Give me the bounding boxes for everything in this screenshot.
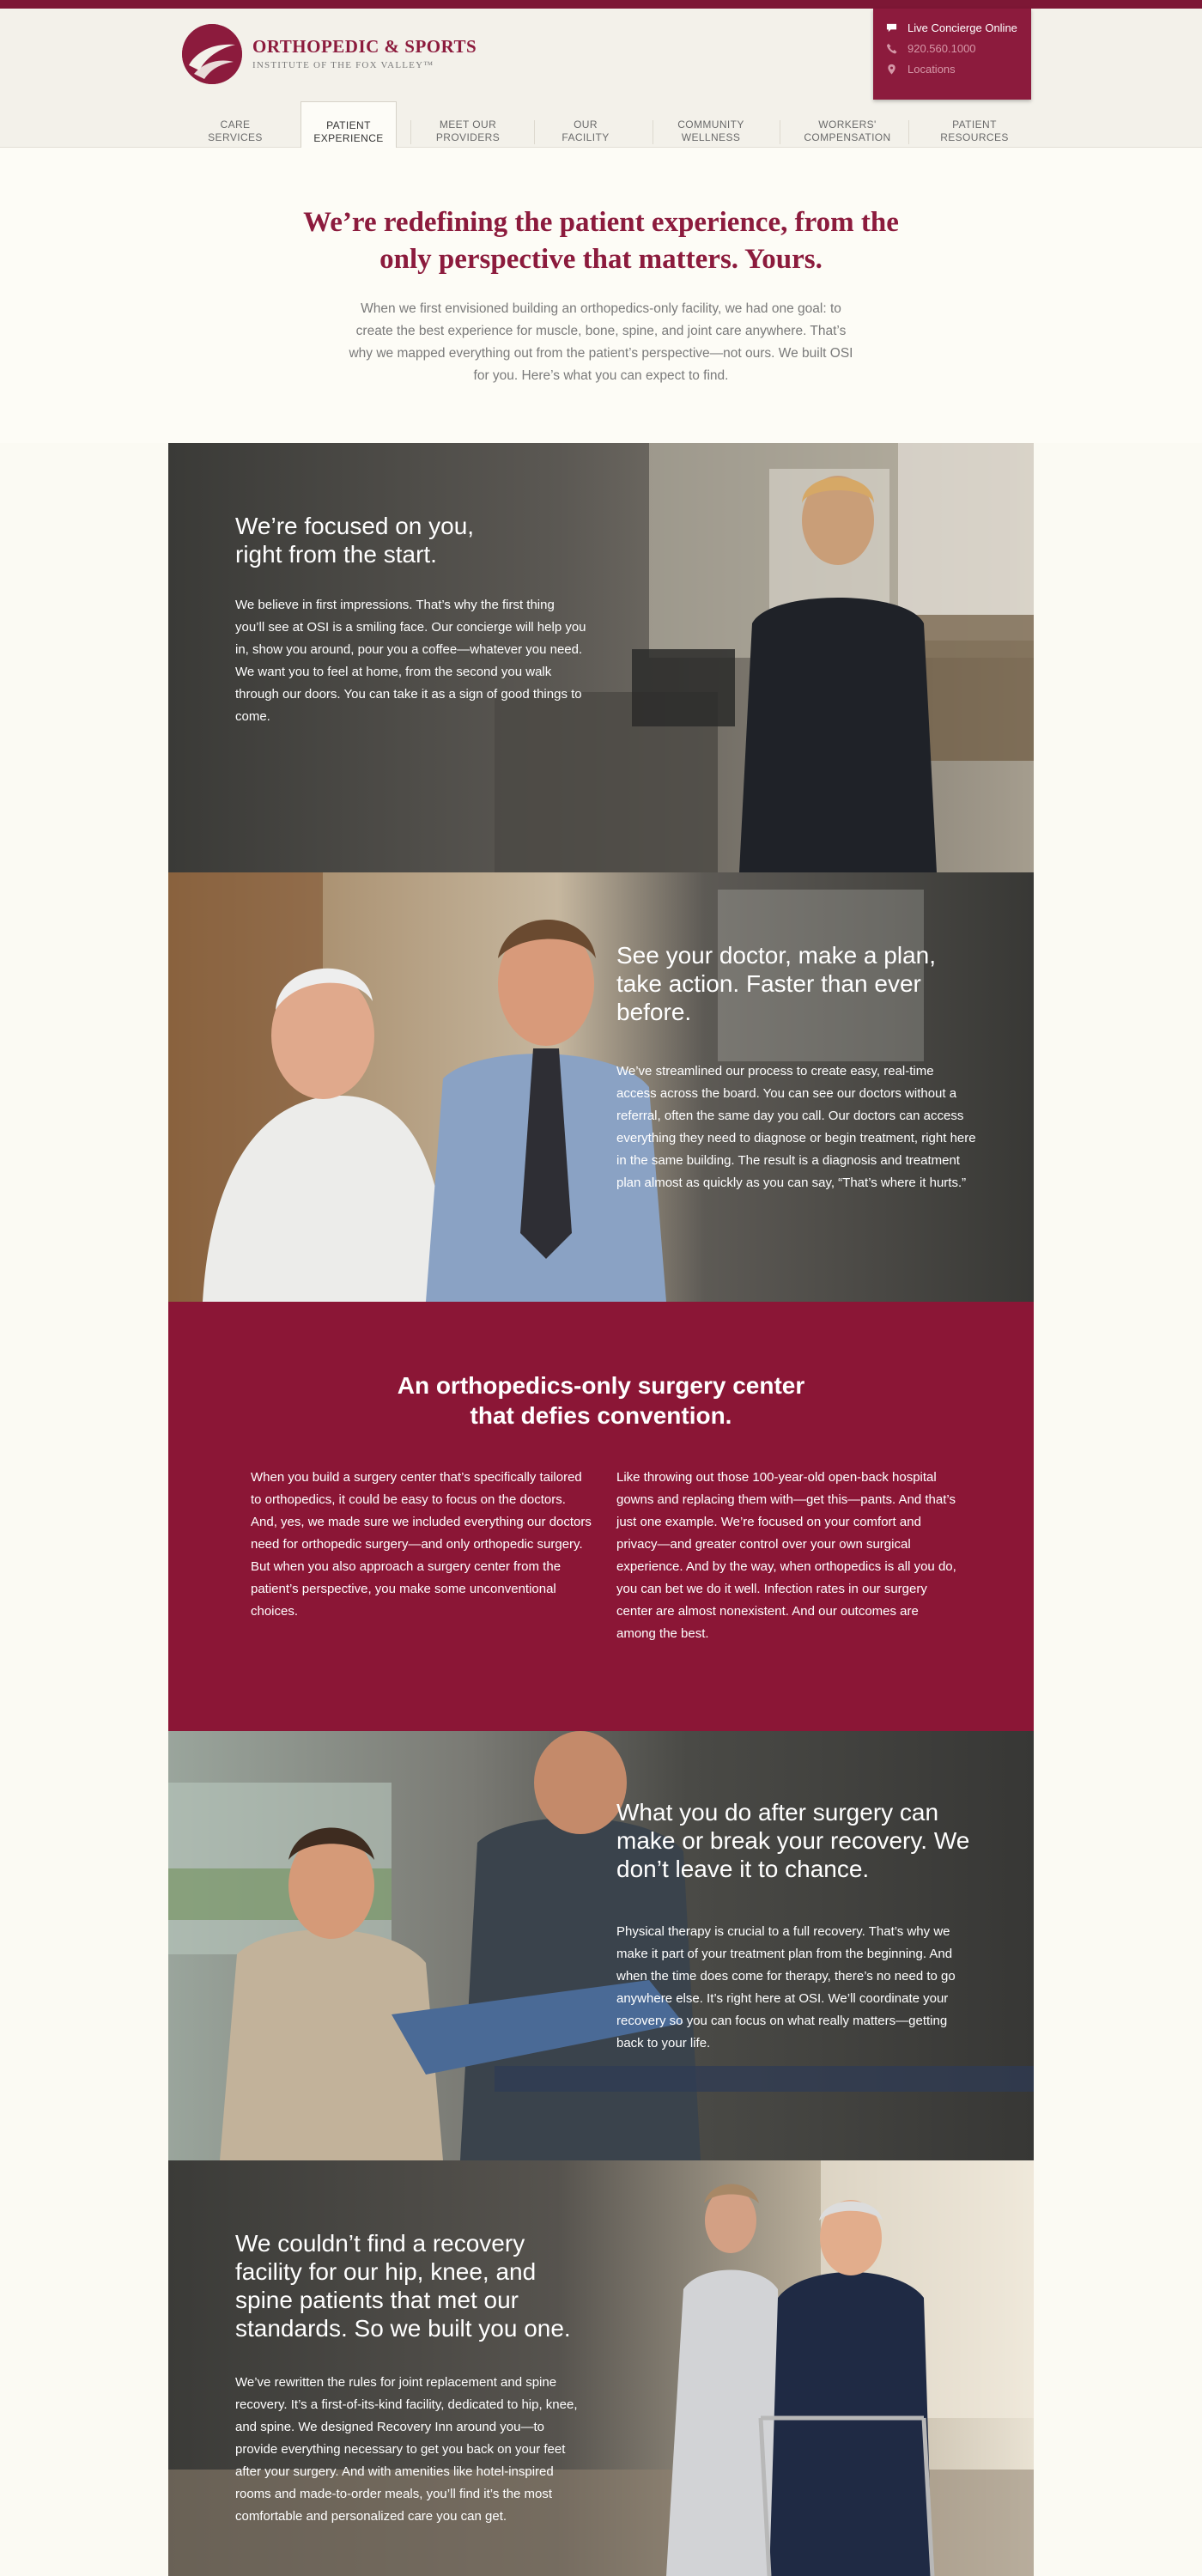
nav-patient-experience[interactable]: PATIENT EXPERIENCE (300, 101, 397, 156)
inn-heading: We couldn’t find a recovery facility for our hip, knee, and spine patients that met our standards. So we built you one. (235, 2230, 571, 2342)
recovery-inn-section (168, 2160, 1034, 2576)
top-accent-bar (0, 0, 1202, 9)
logo-swirl-icon (182, 24, 242, 84)
focused-on-you-section (168, 443, 1034, 872)
focused-body: We believe in first impressions. That’s why the first thing you’ll see at OSI is a smiling face. Our concierge will help you in, show you around, pour you a coffee—whatever you need. We want you to feel at home, from the second you walk through our doors. You can take it as a sign of good things to come. (235, 598, 586, 724)
nav-our-facility[interactable]: OUR FACILITY (562, 118, 610, 143)
recovery-heading: What you do after surgery can make or break your recovery. We don’t leave it to chance. (616, 1799, 970, 1882)
page-title: We’re redefining the patient experience, from the only perspective that matters. Yours. (303, 207, 899, 275)
locations-label: Locations (908, 62, 956, 76)
doctor-text-block (616, 941, 977, 1194)
logo-title: ORTHOPEDIC & SPORTS (252, 36, 477, 57)
nav-divider (534, 120, 535, 144)
intro-paragraph: When we first envisioned building an orthopedics-only facility, we had one goal: to create the best experience for muscle, bone, spine, and joint care anywhere. That’s why we mapped everything out from the patient’s perspective—not ours. We built OSI for you. Here’s what you can expect to find. (349, 301, 853, 383)
nav-workers-compensation[interactable]: WORKERS' COMPENSATION (804, 118, 891, 143)
recovery-text-block (616, 1798, 977, 2055)
phone-icon (885, 42, 897, 54)
nav-patient-resources[interactable]: PATIENT RESOURCES (940, 118, 1009, 143)
see-your-doctor-section (168, 872, 1034, 1302)
surgery-heading: An orthopedics-only surgery center that defies convention. (397, 1372, 805, 1429)
nav-meet-our-providers[interactable]: MEET OUR PROVIDERS (435, 118, 501, 143)
phone-link[interactable] (885, 38, 1031, 58)
map-pin-icon (885, 63, 897, 75)
site-logo[interactable] (182, 24, 477, 86)
surgery-column-right: Like throwing out those 100-year-old open-back hospital gowns and replacing them with—get this—pants. And that’s just one example. We’re focused on your comfort and privacy—and greater control over your own surgical experience. And by the way, when orthopedics is all you do, you can bet we do it well. Infection rates in our surgery center are almost nonexistent. And our outcomes are among the best. (616, 1470, 956, 1641)
doctor-body: We’ve streamlined our process to create easy, real-time access across the board. You can see our doctors without a referral, often the same day you call. Our doctors can access everything they need to diagnose or begin treatment, right here in the same building. The result is a diagnosis and treatment plan almost as quickly as you can say, “That’s where it hurts.” (616, 1064, 976, 1190)
nav-care-services[interactable]: CARE SERVICES (208, 118, 263, 143)
chat-bubble-icon (885, 21, 897, 33)
surgery-center-section (168, 1302, 1034, 1731)
nav-community-wellness[interactable]: COMMUNITY WELLNESS (677, 118, 744, 143)
phone-number: 920.560.1000 (908, 41, 976, 55)
focused-heading: We’re focused on you, right from the start. (235, 513, 475, 568)
surgery-column-left: When you build a surgery center that’s specifically tailored to orthopedics, it could be easy to focus on the doctors. And, yes, we made sure we included everything our doctors need for orthopedic surgery—and only orthopedic surgery. But when you also approach a surgery center from the patient’s perspective, you make some unconventional choices. (251, 1470, 592, 1619)
nav-divider (410, 120, 411, 144)
recovery-body: Physical therapy is crucial to a full recovery. That’s why we make it part of your treatment plan from the beginning. And when the time does come for therapy, there’s no need to go anywhere else. It’s right here at OSI. We’ll coordinate your recovery so you can focus on what really matters—getting back to your life. (616, 1924, 956, 2050)
live-concierge-link[interactable] (885, 17, 1031, 38)
inn-body: We’ve rewritten the rules for joint replacement and spine recovery. It’s a first-of-its-kind facility, dedicated to hip, knee, and spine. We designed Recovery Inn around you—to provide everything necessary to get you back on your feet after your surgery. And with amenities like hotel-inspired rooms and made-to-order meals, you’ll find it’s the most comfortable and personalized care you can get. (235, 2375, 578, 2524)
nav-divider (908, 120, 909, 144)
concierge-box (873, 9, 1031, 100)
live-concierge-label: Live Concierge Online (908, 21, 1017, 34)
doctor-heading: See your doctor, make a plan, take action. Faster than ever before. (616, 942, 936, 1025)
focused-text-block (235, 512, 587, 728)
site-header (0, 9, 1202, 148)
recovery-section (168, 1731, 1034, 2160)
locations-link[interactable] (885, 58, 1031, 79)
logo-subtitle: INSTITUTE OF THE FOX VALLEY™ (252, 60, 434, 70)
inn-text-block (235, 2229, 587, 2528)
intro-section (0, 148, 1202, 443)
